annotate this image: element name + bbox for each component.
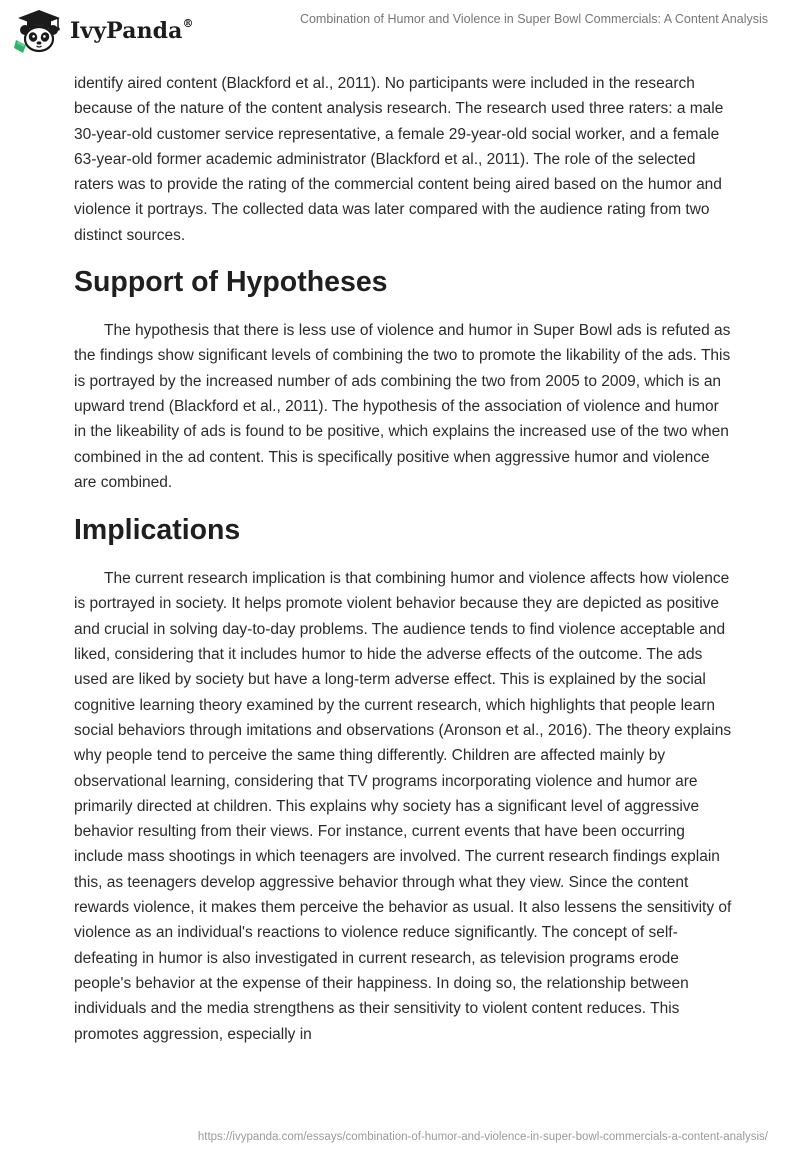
page-header bbox=[0, 0, 800, 62]
brand-name: IvyPanda® bbox=[70, 16, 194, 44]
panda-graduate-icon bbox=[14, 8, 64, 54]
ivypanda-logo[interactable] bbox=[14, 8, 194, 54]
paragraph-continued: identify aired content (Blackford et al., 2011). No participants were included in the research because of the nature of the content analysis research. The research used three raters: a male 30-year-old customer service representative, a female 29-year-old social worker, and a female 63-year-old former academic administrator (Blackford et al., 2011). The role of the selected raters was to provide the rating of the commercial content being aired based on the humor and violence it portrays. The collected data was later compared with the audience rating from two distinct sources. bbox=[74, 75, 724, 244]
source-url[interactable]: https://ivypanda.com/essays/combination-of-humor-and-violence-in-super-bowl-commercials-a-content-analysis/ bbox=[197, 1131, 768, 1143]
heading-implications: Implications bbox=[74, 514, 241, 547]
heading-support-of-hypotheses: Support of Hypotheses bbox=[74, 266, 388, 299]
article-body bbox=[74, 70, 734, 1047]
registered-mark: ® bbox=[182, 16, 194, 30]
document-title: Combination of Humor and Violence in Super Bowl Commercials: A Content Analysis bbox=[299, 12, 768, 26]
paragraph-implications: The current research implication is that combining humor and violence affects how violence is portrayed in society. It helps promote violent behavior because they are depicted as positive and crucial in solving day-to-day problems. The audience tends to find violence acceptable and liked, considering that it includes humor to hide the adverse effects of the outcome. The ads used are liked by society but have a long-term adverse effect. This is explained by the social cognitive learning theory examined by the current research, which highlights that people learn social behaviors through imitations and observations (Aronson et al., 2016). The theory explains why people tend to perceive the same thing differently. Children are affected mainly by observational learning, considering that TV programs incorporating violence and humor are primarily directed at children. This explains why society has a significant level of aggressive behavior resulting from their views. For instance, current events that have been occurring include mass shootings in which teenagers are involved. The current research findings explain this, as teenagers develop aggressive behavior through what they view. Since the content rewards violence, it makes them perceive the behavior as usual. It also lessens the sensitivity of violence as an individual's reactions to violence reduce significantly. The concept of self-defeating in humor is also investigated in current research, as television programs erode people's behavior at the expense of their happiness. In doing so, the relationship between individuals and the media strengthens as their sensitivity to violent content reduces. This promotes aggression, especially in bbox=[74, 570, 732, 1043]
paragraph-support: The hypothesis that there is less use of violence and humor in Super Bowl ads is refuted as the findings show significant levels of combining the two to promote the likability of the ads. This is portrayed by the increased number of ads combining the two from 2005 to 2009, which is an upward trend (Blackford et al., 2011). The hypothesis of the association of violence and humor in the likeability of ads is found to be positive, which explains the increased use of the two when combined in the ad content. This is specifically positive when aggressive humor and violence are combined. bbox=[74, 322, 731, 491]
